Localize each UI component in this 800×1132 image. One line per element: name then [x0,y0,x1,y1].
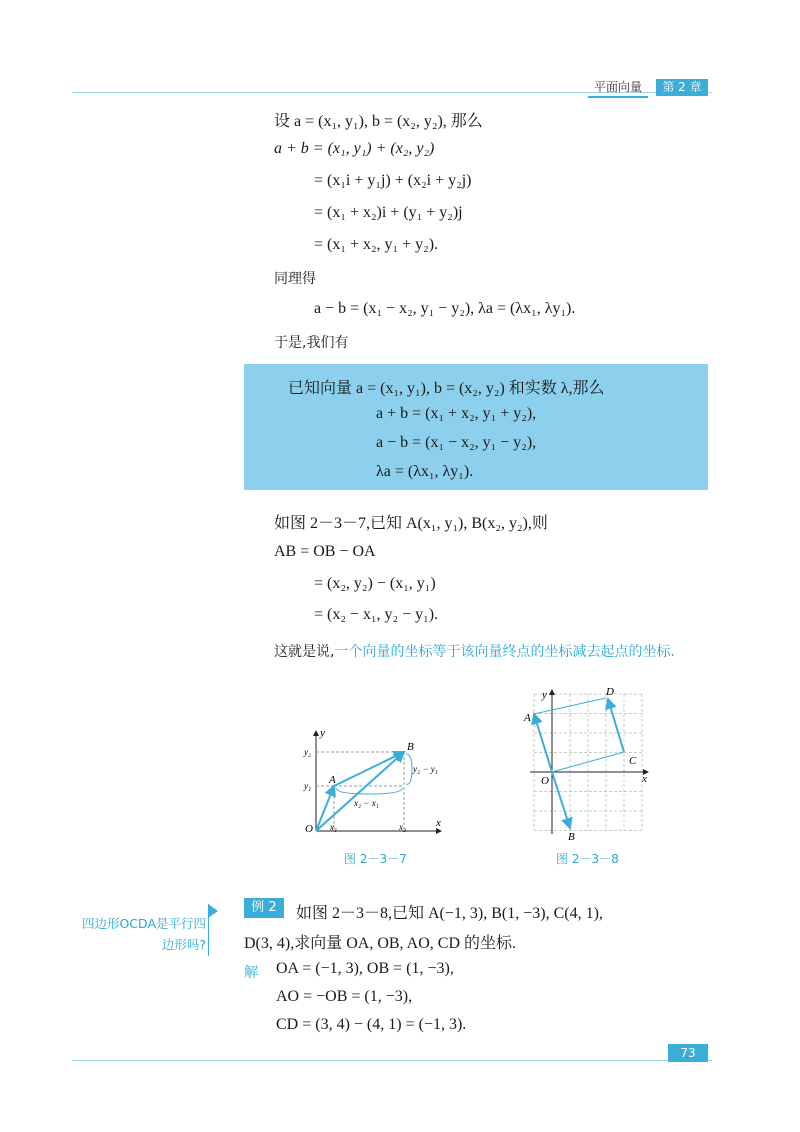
page-number: 73 [668,1044,708,1062]
fig1-y2-label: y₂ [304,747,312,757]
solution-line-3: CD = (3, 4) − (4, 1) = (−1, 3). [276,1016,467,1033]
fig1-y1-label: y₁ [304,781,312,791]
similar-text: 同理得 [274,271,316,287]
fig2-x-label: x [642,773,647,785]
derivation-line-3: = (x₁ + x₂)i + (y₁ + y₂)j [314,204,463,221]
fig1-x1-label: x₁ [330,822,338,832]
ab-conclusion-prefix: 这就是说, [274,644,335,660]
example-label: 例 2 [244,898,284,918]
solution-line-1: OA = (−1, 3), OB = (1, −3), [276,960,454,977]
derivation-intro: 设 a = (x₁, y₁), b = (x₂, y₂), 那么 [274,113,483,130]
solution-label: 解 [244,965,258,981]
derivation-line-5: a − b = (x₁ − x₂, y₁ − y₂), λa = (λx₁, λy₁). [314,300,576,317]
ab-intro: 如图 2－3－7,已知 A(x₁, y₁), B(x₂, y₂),则 [274,515,548,532]
ab-line-3: = (x₂ − x₁, y₂ − y₁). [314,606,439,623]
summary-line-2: a + b = (x₁ + x₂, y₁ + y₂), [376,405,537,422]
derivation-line-1: a + b = (x₁, y₁) + (x₂, y₂) [274,140,435,157]
ab-line-2: = (x₂, y₂) − (x₁, y₁) [314,575,436,592]
margin-note: 四边形OCDA是平行四边形吗? [81,916,206,952]
summary-line-1: 已知向量 a = (x₁, y₁), b = (x₂, y₂) 和实数 λ,那么 [288,380,605,397]
figure-2-3-8-caption: 图 2－3－8 [556,852,619,866]
solution-line-2: AO = −OB = (1, −3), [276,988,413,1005]
margin-note-rule [208,904,209,956]
fig2-point-d-label: D [606,686,614,698]
fig1-dy-label: y₂ − y₁ [413,764,438,774]
fig2-point-c-label: C [629,755,637,767]
margin-note-pointer-icon [208,904,218,918]
section-title: 平面向量 [588,79,648,98]
figure-2-3-7-caption: 图 2－3－7 [344,852,407,866]
summary-line-3: a − b = (x₁ − x₂, y₁ − y₂), [376,434,537,451]
fig2-origin-label: O [541,775,549,787]
fig2-point-a-label: A [524,712,531,724]
figure-2-3-8 [516,686,652,840]
fig1-origin-label: O [305,823,313,835]
therefore-text: 于是,我们有 [274,335,349,351]
summary-line-4: λa = (λx₁, λy₁). [376,463,474,480]
figure-2-3-7 [296,726,446,838]
derivation-line-2: = (x₁i + y₁j) + (x₂i + y₂j) [314,172,472,189]
ab-conclusion [274,639,714,665]
fig1-dx-label: x₂ − x₁ [354,798,379,808]
footer-rule [72,1060,712,1061]
example-line-2: D(3, 4),求向量 OA, OB, AO, CD 的坐标. [244,935,517,952]
chapter-badge: 第 2 章 [656,79,708,96]
fig1-x-label: x [436,817,441,829]
fig1-y-label: y [320,727,325,739]
ab-line-1: AB = OB − OA [274,543,376,560]
fig2-y-label: y [542,689,547,701]
ab-conclusion-highlight: 一个向量的坐标等于该向量终点的坐标减去起点的坐标. [334,644,675,660]
example-line-1: 如图 2－3－8,已知 A(−1, 3), B(1, −3), C(4, 1), [296,905,603,922]
fig2-point-b-label: B [568,831,575,840]
fig1-point-b-label: B [407,741,414,753]
fig1-x2-label: x₂ [399,822,407,832]
fig1-point-a-label: A [329,774,336,786]
derivation-line-4: = (x₁ + x₂, y₁ + y₂). [314,236,439,253]
